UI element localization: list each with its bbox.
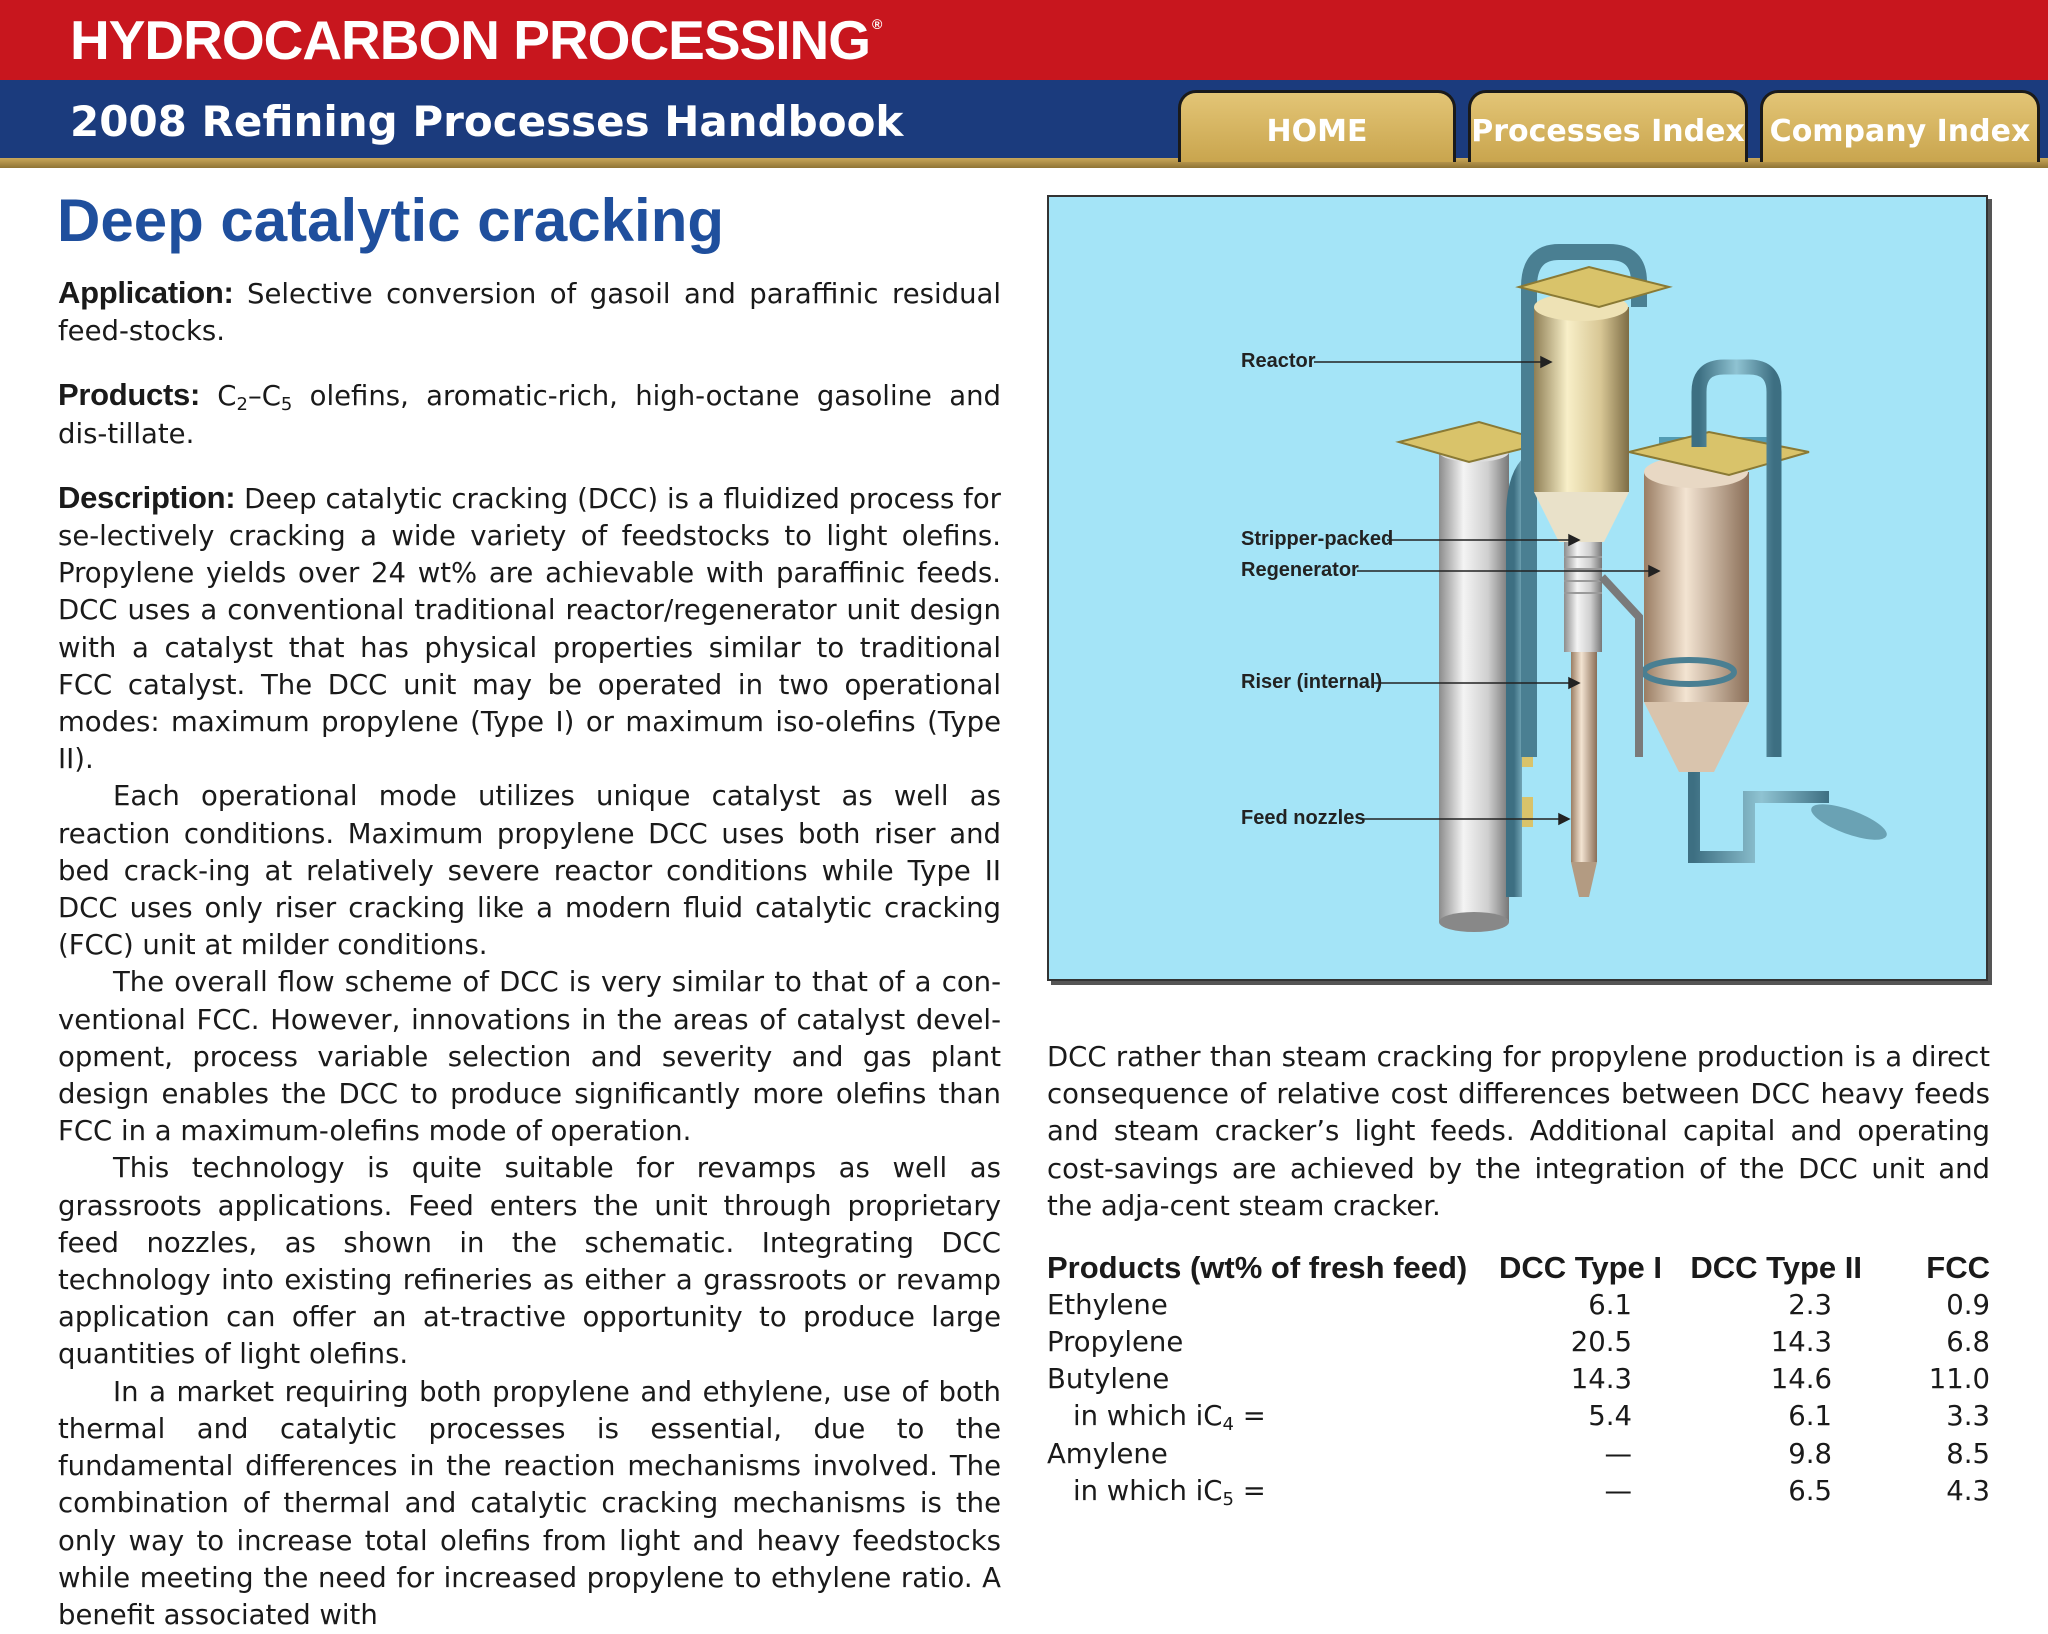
cell-fcc: 3.3 — [1946, 1400, 1990, 1433]
page-title: Deep catalytic cracking — [57, 187, 725, 254]
cell-dcc-type-1: — — [1604, 1437, 1632, 1470]
cell-dcc-type-2: 2.3 — [1788, 1288, 1832, 1321]
feed-nozzles-label: Feed nozzles — [1241, 807, 1366, 829]
yield-table — [1047, 1249, 1990, 1509]
cell-dcc-type-1: — — [1604, 1474, 1632, 1507]
row-name: Butylene — [1047, 1363, 1170, 1396]
table-header-fcc: FCC — [1926, 1249, 1990, 1285]
regenerator-label: Regenerator — [1241, 559, 1359, 581]
table-row — [1047, 1323, 1990, 1360]
description-paragraph-5: In a market requiring both propylene and ethylene, use of both thermal and catalytic processes is essential, due to the fundamental differences in the reaction mechanisms involved. The combination of thermal and catalytic cracking mechanisms is the only way to increase total olefins from light and heavy feedstocks while meeting the need for increased propylene to ethylene ratio. A benefit associated with — [58, 1375, 1001, 1631]
stripper-label: Stripper-packed — [1241, 528, 1394, 550]
cell-fcc: 6.8 — [1946, 1325, 1990, 1358]
cell-dcc-type-2: 14.6 — [1770, 1363, 1832, 1396]
dcc-unit-illustration — [1049, 197, 1990, 983]
description-paragraph-3: The overall flow scheme of DCC is very similar to that of a con-ventional FCC. However, innovations in the areas of catalyst devel-opment, process variable selection and severity and gas plant design enables the DCC to produce significantly more olefins than FCC in a maximum-olefins mode of operation. — [58, 966, 1001, 1148]
cell-fcc: 4.3 — [1946, 1474, 1990, 1507]
cell-dcc-type-1: 14.3 — [1570, 1363, 1632, 1396]
riser-label: Riser (internal) — [1241, 671, 1383, 693]
table-row — [1047, 1286, 1990, 1323]
cell-fcc: 0.9 — [1946, 1288, 1990, 1321]
table-header-dcc-type-1: DCC Type I — [1498, 1249, 1662, 1285]
application-label: Application: — [58, 275, 234, 310]
tab-company-index[interactable]: Company Index — [1760, 90, 2040, 162]
cell-dcc-type-1: 5.4 — [1588, 1400, 1632, 1433]
cell-fcc: 11.0 — [1928, 1363, 1990, 1396]
cell-fcc: 8.5 — [1946, 1437, 1990, 1470]
reactor-label: Reactor — [1241, 350, 1316, 372]
brand-logo: HYDROCARBON PROCESSING ® — [70, 9, 882, 71]
table-header-products: Products (wt% of fresh feed) — [1047, 1249, 1468, 1285]
table-header-dcc-type-2: DCC Type II — [1690, 1249, 1862, 1285]
table-header-row — [1047, 1249, 1990, 1286]
table-row — [1047, 1398, 1990, 1435]
cell-dcc-type-2: 9.8 — [1788, 1437, 1832, 1470]
row-name: in which $iC_4$ = — [1073, 1400, 1266, 1436]
table-row — [1047, 1472, 1990, 1509]
dcc-unit-schematic — [1047, 195, 1988, 981]
products-paragraph: Products: $C_2-C_5$ olefins, aromatic-rich, high-octane gasoline and dis-tillate. — [58, 377, 1001, 450]
products-label: Products: — [58, 377, 200, 413]
cell-dcc-type-1: 20.5 — [1570, 1325, 1632, 1358]
cell-dcc-type-2: 6.5 — [1788, 1474, 1832, 1507]
row-name: Ethylene — [1047, 1288, 1168, 1321]
table-row — [1047, 1361, 1990, 1398]
description-paragraph-6: DCC rather than steam cracking for propylene production is a direct consequence of relative cost differences between DCC heavy feeds and steam cracker’s light feeds. Additional capital and operating cost-savings are achieved by the integration of the DCC unit and the adja-cent steam cracker. — [1047, 1041, 1990, 1222]
handbook-title: 2008 Refining Processes Handbook — [70, 97, 904, 146]
row-name: Propylene — [1047, 1325, 1184, 1358]
article-left-column — [58, 274, 1001, 1634]
description-label: Description: — [58, 479, 236, 515]
row-name: Amylene — [1047, 1437, 1168, 1470]
tab-home[interactable]: HOME — [1178, 90, 1456, 162]
description-paragraph-4: This technology is quite suitable for revamps as well as grassroots applications. Feed enters the unit through proprietary feed nozzles, as shown in the schematic. Integrating DCC technology into existing refineries as either a grassroots or revamp application can offer an at-tractive opportunity to produce large quantities of light olefins. — [58, 1152, 1001, 1371]
cell-dcc-type-2: 6.1 — [1788, 1400, 1832, 1433]
description-paragraph: Description: Deep catalytic cracking (DCC) is a fluidized process for se-lectively cracking a wide variety of feedstocks to light olefins. Propylene yields over 24 wt% are achievable with paraffinic feeds. DCC uses a conventional traditional reactor/regenerator unit design with a catalyst that has physical properties similar to traditional FCC catalyst. The DCC unit may be operated in two operational modes: maximum propylene (Type I) or maximum iso-olefins (Type II). — [58, 479, 1001, 776]
table-row — [1047, 1435, 1990, 1472]
description-paragraph-2: Each operational mode utilizes unique catalyst as well as reaction conditions. Maximum propylene DCC uses both riser and bed crack-ing at relatively severe reactor conditions while Type II DCC uses only riser cracking like a modern fluid catalytic cracking (FCC) unit at milder conditions. — [58, 780, 1001, 962]
application-paragraph: Application: Selective conversion of gasoil and paraffinic residual feed-stocks. — [58, 275, 1001, 348]
cell-dcc-type-1: 6.1 — [1588, 1288, 1632, 1321]
row-name: in which $iC_5$ = — [1073, 1474, 1266, 1510]
cell-dcc-type-2: 14.3 — [1770, 1325, 1832, 1358]
tab-processes-index[interactable]: Processes Index — [1468, 90, 1748, 162]
